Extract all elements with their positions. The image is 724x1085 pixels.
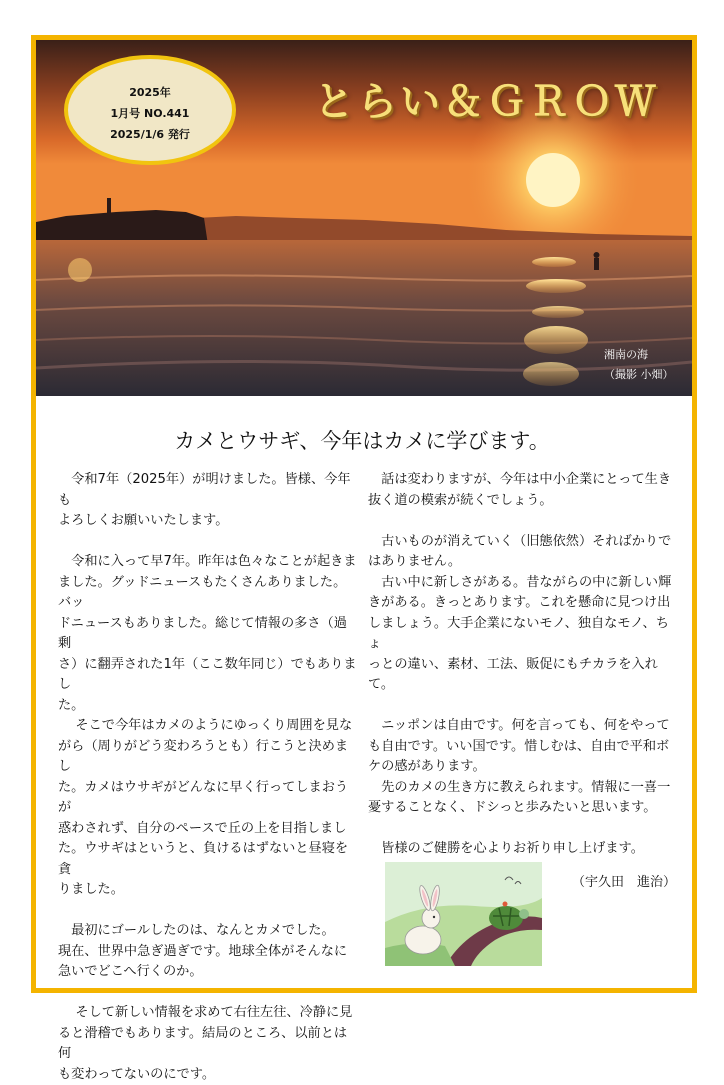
right-column-line: も自由です。いい国です。惜しむは、自由で平和ボ — [368, 737, 672, 758]
paragraph-gap — [58, 532, 358, 553]
issue-date: 2025/1/6 発行 — [68, 124, 232, 145]
paragraph-gap — [368, 696, 672, 717]
author-name: （宇久田 進治） — [572, 871, 676, 890]
right-column-line: 抜く道の模索が続くでしょう。 — [368, 491, 672, 512]
right-column-line: しましょう。大手企業にないモノ、独自なモノ、ちょ — [368, 614, 672, 655]
paragraph-gap — [368, 511, 672, 532]
left-column-line: ました。グッドニュースもたくさんありました。バッ — [58, 573, 358, 614]
right-column-line: ニッポンは自由です。何を言っても、何をやって — [368, 716, 672, 737]
paragraph-gap — [58, 983, 358, 1004]
left-column-line: た。ウサギはというと、負けるはずないと昼寝を貪 — [58, 839, 358, 880]
paragraph-gap — [58, 901, 358, 922]
right-column-line: 古いものが消えていく（旧態依然）そればかりで — [368, 532, 672, 553]
left-column-line: そして新しい情報を求めて右往左往、冷静に見 — [58, 1003, 358, 1024]
left-column — [58, 470, 358, 1085]
left-column-line: 最初にゴールしたのは、なんとカメでした。 — [58, 921, 358, 942]
issue-number: 1月号 NO.441 — [68, 103, 232, 124]
right-column-line: 古い中に新しさがある。昔ながらの中に新しい輝 — [368, 573, 672, 594]
photo-caption — [604, 345, 674, 385]
right-column-line: きがある。きっとあります。これを懸命に見つけ出 — [368, 593, 672, 614]
left-column-line: 急いでどこへ行くのか。 — [58, 962, 358, 983]
issue-badge — [64, 55, 236, 165]
rabbit-and-turtle-illustration — [385, 862, 542, 966]
left-column-line: 令和に入って早7年。昨年は色々なことが起きま — [58, 552, 358, 573]
left-column-line: も変わってないのにです。 — [58, 1065, 358, 1085]
left-column-line: さ）に翻弄された1年（ここ数年同じ）でもありまし — [58, 655, 358, 696]
left-column-line: そこで今年はカメのようにゆっくり周囲を見な — [58, 716, 358, 737]
issue-year: 2025年 — [68, 82, 232, 103]
photo-caption-location: 湘南の海 — [604, 345, 674, 365]
right-column-line: はありません。 — [368, 552, 672, 573]
left-column-line: 現在、世界中急ぎ過ぎです。地球全体がそんなに — [58, 942, 358, 963]
left-column-line: 令和7年（2025年）が明けました。皆様、今年も — [58, 470, 358, 511]
right-column-line: 憂することなく、ドシっと歩みたいと思います。 — [368, 798, 672, 819]
right-column-line: 話は変わりますが、今年は中小企業にとって生き — [368, 470, 672, 491]
right-column-line: 先のカメの生き方に教えられます。情報に一喜一 — [368, 778, 672, 799]
left-column-line: りました。 — [58, 880, 358, 901]
right-column-line: っとの違い、素材、工法、販促にもチカラを入れて。 — [368, 655, 672, 696]
left-column-line: よろしくお願いいたします。 — [58, 511, 358, 532]
left-column-line: た。カメはウサギがどんなに早く行ってしまおうが — [58, 778, 358, 819]
paragraph-gap — [368, 819, 672, 840]
right-column-line: 皆様のご健勝を心よりお祈り申し上げます。 — [368, 839, 672, 860]
newsletter-title: とらい＆ＧＲＯＷ — [314, 70, 658, 127]
left-column-line: がら（周りがどう変わろうとも）行こうと決めまし — [58, 737, 358, 778]
article-headline: カメとウサギ、今年はカメに学びます。 — [0, 425, 724, 455]
left-column-line: 惑わされず、自分のペースで丘の上を目指しまし — [58, 819, 358, 840]
left-column-line: ドニュースもありました。総じて情報の多さ（過剰 — [58, 614, 358, 655]
left-column-line: た。 — [58, 696, 358, 717]
photo-caption-credit: （撮影 小畑） — [604, 365, 674, 385]
right-column — [368, 470, 672, 860]
left-column-line: ると滑稽でもあります。結局のところ、以前とは何 — [58, 1024, 358, 1065]
right-column-line: ケの感があります。 — [368, 757, 672, 778]
